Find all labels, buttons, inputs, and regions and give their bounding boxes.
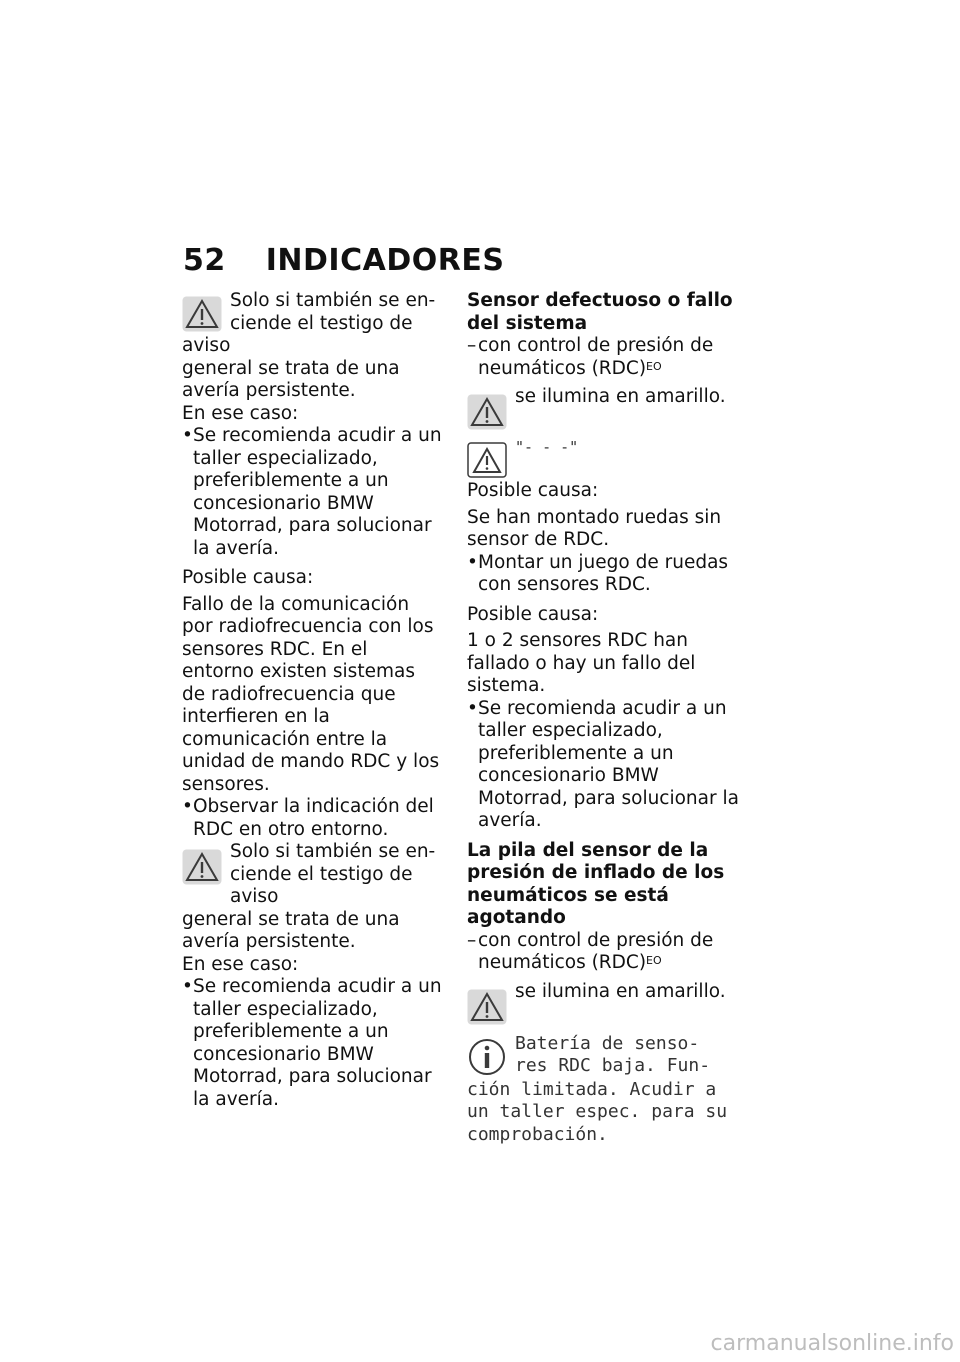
bullet-item: • Se recomienda acudir a un taller especializado, preferiblemente a un concesionario BMW Motorrad, para solucionar la avería. (182, 425, 442, 560)
page-number: 52 (183, 243, 226, 278)
bullet-item: • Observar la indicación del RDC en otro entorno. (182, 796, 442, 841)
info-text: ción limitada. Acudir a un taller espec. para su comprobación. (467, 1078, 728, 1145)
left-column (182, 290, 442, 1111)
lamp-text: se ilumina en amarillo. (515, 386, 726, 407)
bullet-item: • Se recomienda acudir a un taller especializado, preferiblemente a un concesionario BMW Motorrad, para solucionar la avería. (182, 976, 442, 1111)
display-text: "- - -" (515, 438, 579, 456)
condition-superscript: EO (646, 954, 662, 967)
cause-text: Fallo de la comunicación por radiofrecuencia con los sensores RDC. En el entorno existen sistemas de radiofrecuencia que interfieren en la comunicación entre la unidad de mando RDC y los sensores. (182, 593, 440, 795)
condition-superscript: EO (646, 359, 662, 373)
warning-lamp-row (467, 386, 739, 432)
cause-label: Posible causa: (467, 603, 599, 625)
bullet-item: • Se recomienda acudir a un taller especializado, preferiblemente a un concesionario BMW Motorrad, para solucionar la avería. (467, 698, 739, 833)
condition-text: con control de presión de neumáticos (RDC) (478, 335, 714, 379)
condition-item (467, 930, 739, 975)
note-text-line: Solo si también se en- (230, 841, 436, 862)
bullet-item: • Montar un juego de ruedas con sensores RDC. (467, 552, 739, 597)
case-label: En ese caso: (182, 402, 299, 424)
warning-triangle-icon (182, 296, 222, 332)
cause-label: Posible causa: (467, 480, 599, 501)
cause-text: 1 o 2 sensores RDC han fallado o hay un fallo del sistema. (467, 630, 696, 696)
page-header (183, 243, 504, 278)
display-row (467, 436, 739, 480)
page-title: INDICADORES (265, 243, 505, 278)
section-heading: La pila del sensor de la presión de inflado de los neumáticos se está agotando (467, 839, 725, 928)
info-note (467, 1033, 739, 1079)
lamp-text: se ilumina en amarillo. (515, 980, 726, 1002)
note-text: general se trata de una avería persistente. (182, 357, 400, 401)
info-icon (467, 1037, 507, 1077)
condition-text: con control de presión de neumáticos (RDC) (478, 929, 714, 973)
note-text-line: ciende el testigo de aviso (182, 312, 413, 356)
cause-text: Se han montado ruedas sin sensor de RDC. (467, 506, 722, 550)
case-label: En ese caso: (182, 953, 299, 975)
warning-triangle-icon (467, 394, 507, 430)
cause-label: Posible causa: (182, 567, 314, 588)
right-column (467, 290, 739, 1146)
note-text: general se trata de una avería persistente. (182, 908, 400, 952)
condition-item (467, 335, 739, 380)
info-text-line: res RDC baja. Fun- (515, 1055, 711, 1076)
note-text-line: Solo si también se en- (230, 290, 436, 311)
warning-lamp-row (467, 981, 739, 1027)
note-text-line: ciende el testigo de aviso (230, 863, 413, 907)
warning-triangle-icon (182, 849, 222, 885)
warning-note-2 (182, 841, 442, 909)
warning-triangle-icon (467, 989, 507, 1025)
warning-outline-icon (467, 442, 507, 478)
warning-note-1 (182, 290, 442, 358)
section-heading: Sensor defectuoso o fallo del sistema (467, 290, 733, 334)
watermark: carmanualsonline.info (710, 1331, 954, 1356)
info-text-line: Batería de senso- (515, 1032, 700, 1054)
